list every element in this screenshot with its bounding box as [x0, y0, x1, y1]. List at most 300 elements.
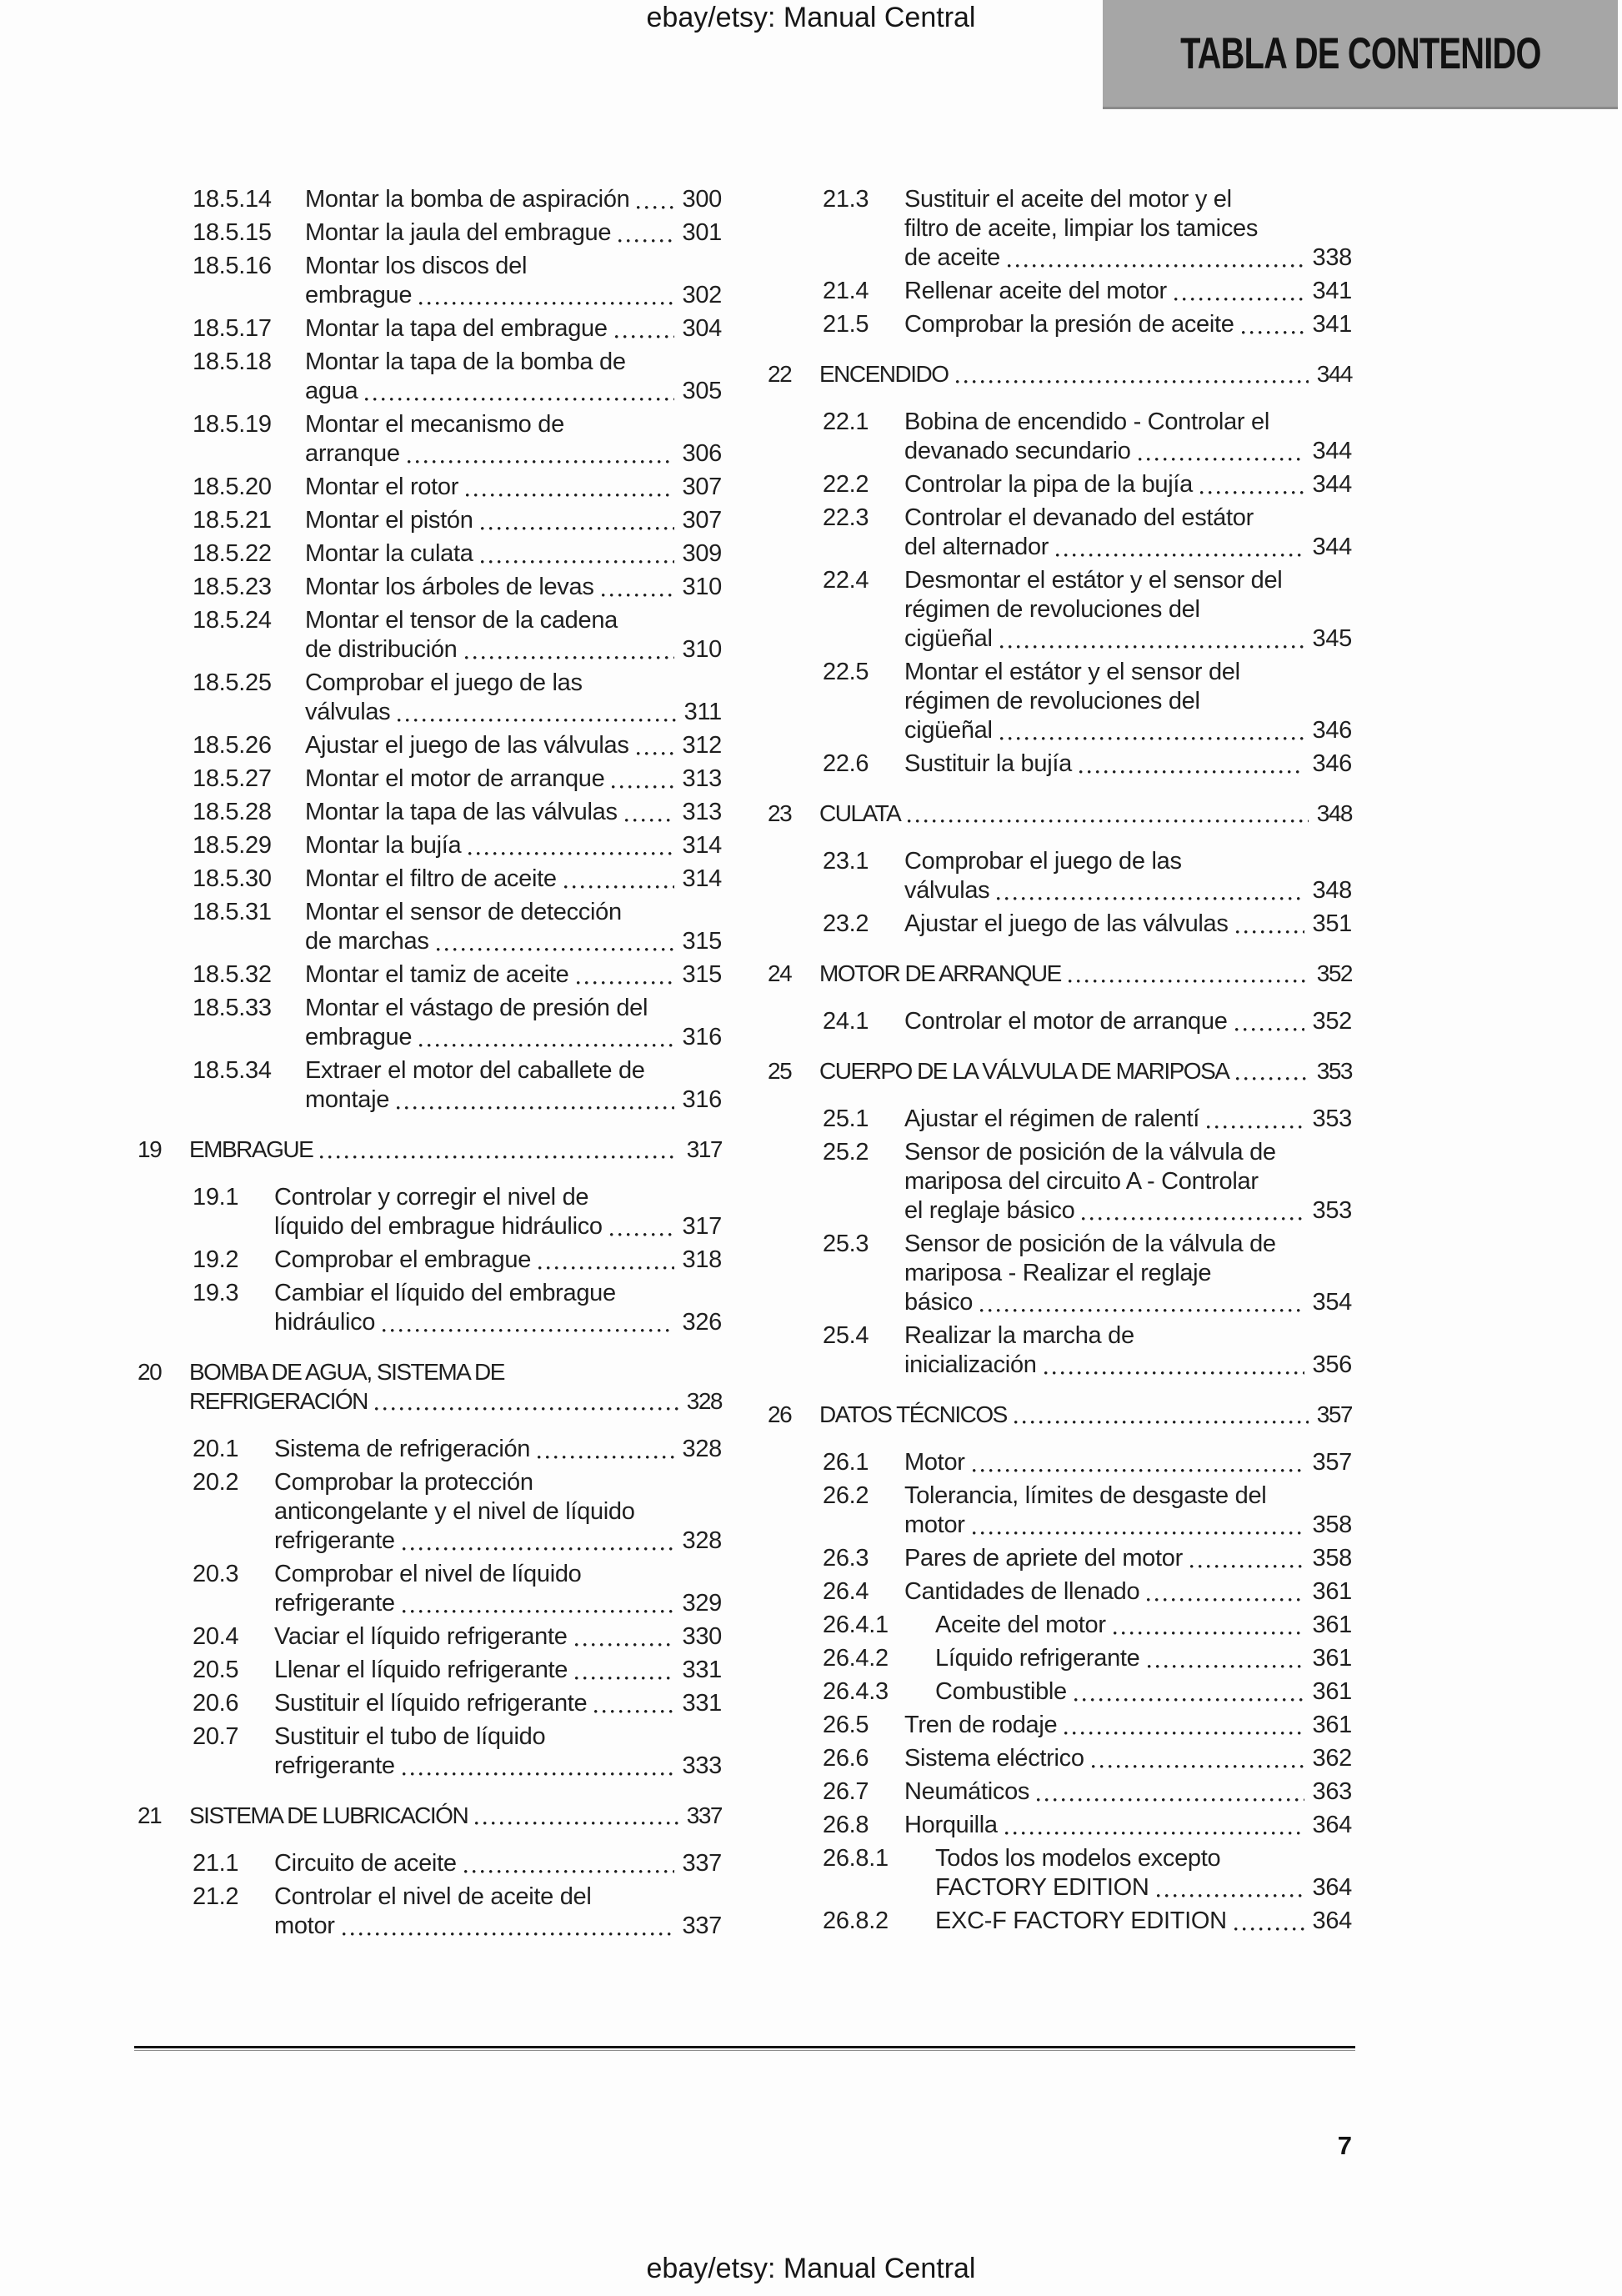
toc-page-ref: 364	[1312, 1907, 1352, 1934]
toc-entry-title: el reglaje básico	[904, 1197, 1075, 1224]
toc-line	[935, 1677, 1352, 1707]
toc-line	[904, 566, 1352, 595]
toc-entry	[768, 1711, 1352, 1740]
toc-entry-body	[904, 408, 1352, 466]
toc-entry-body	[819, 1056, 1352, 1085]
toc-line	[305, 731, 722, 760]
toc-entry-title: Comprobar el juego de las	[904, 848, 1182, 875]
toc-page-ref: 313	[682, 765, 722, 792]
toc-entry	[768, 566, 1352, 654]
toc-page-ref: 315	[682, 961, 722, 988]
toc-entry	[768, 1056, 1352, 1085]
toc-line	[305, 698, 722, 727]
toc-entry-title: Sustituir la bujía	[904, 750, 1072, 777]
toc-entry-title: Controlar la pipa de la bujía	[904, 471, 1193, 498]
dot-leader	[1139, 458, 1304, 461]
toc-entry-number: 20.1	[193, 1436, 239, 1462]
toc-entry-title: válvulas	[305, 699, 391, 725]
toc-entry-body	[305, 185, 722, 214]
toc-page-ref: 361	[1312, 1578, 1352, 1605]
toc-line	[904, 1230, 1352, 1259]
toc-line	[904, 1007, 1352, 1036]
toc-line	[819, 1056, 1352, 1085]
toc-entry-number: 18.5.21	[193, 507, 272, 534]
dot-leader	[1044, 1371, 1304, 1375]
toc-entry-number: 18.5.25	[193, 669, 272, 696]
toc-entry-title: líquido del embrague hidráulico	[274, 1213, 603, 1240]
toc-line	[904, 1351, 1352, 1380]
toc-entry-title: Tolerancia, límites de desgaste del	[904, 1482, 1267, 1509]
toc-entry-number: 24	[768, 960, 792, 986]
toc-entry-body	[904, 1007, 1352, 1036]
footer-watermark: ebay/etsy: Manual Central	[646, 2253, 976, 2284]
toc-entry-number: 26.4.1	[823, 1612, 889, 1638]
toc-entry-body	[305, 506, 722, 535]
toc-line	[189, 1357, 722, 1386]
toc-entry-body	[274, 1435, 722, 1464]
toc-entry	[768, 749, 1352, 779]
toc-entry-title: embrague	[305, 282, 413, 308]
toc-line	[305, 410, 722, 439]
toc-entry-number: 18.5.34	[193, 1057, 272, 1084]
toc-entry-number: 20	[138, 1359, 162, 1385]
toc-entry-body	[189, 1801, 722, 1830]
toc-entry-number: 26.8.1	[823, 1845, 889, 1872]
toc-line	[305, 377, 722, 406]
toc-page-ref: 331	[682, 1690, 722, 1717]
toc-entry-title: mariposa del circuito A - Controlar	[904, 1168, 1259, 1195]
toc-entry-number: 25.4	[823, 1322, 869, 1349]
toc-entry-body	[305, 539, 722, 569]
toc-entry	[768, 1138, 1352, 1226]
toc-entry-title: Montar el motor de arranque	[305, 765, 605, 792]
toc-page-ref: 337	[682, 1850, 722, 1877]
page-number: 7	[1337, 2131, 1352, 2160]
toc-entry-title: de aceite	[904, 244, 1000, 271]
toc-entry	[138, 252, 722, 310]
toc-entry-body	[819, 359, 1352, 389]
toc-entry-title: Rellenar aceite del motor	[904, 278, 1167, 304]
toc-entry-title: Extraer el motor del caballete de	[305, 1057, 645, 1084]
toc-entry-body	[904, 1230, 1352, 1317]
toc-entry-body	[819, 799, 1352, 828]
dot-leader	[1064, 1732, 1304, 1735]
toc-entry-body	[904, 1321, 1352, 1380]
toc-entry-number: 21.1	[193, 1850, 239, 1877]
toc-page-ref: 314	[682, 832, 722, 859]
toc-line	[274, 1589, 722, 1618]
dot-leader	[956, 380, 1309, 384]
toc-entry-title: Comprobar la protección	[274, 1469, 533, 1496]
toc-entry-title: arranque	[305, 440, 400, 467]
toc-line	[904, 533, 1352, 562]
toc-page-ref: 363	[1312, 1778, 1352, 1805]
toc-line	[904, 1544, 1352, 1573]
toc-entry-number: 18.5.24	[193, 607, 272, 634]
toc-entry-title: Realizar la marcha de	[904, 1322, 1134, 1349]
toc-entry-number: 26.6	[823, 1745, 869, 1772]
toc-entry-body	[904, 1711, 1352, 1740]
toc-entry	[138, 1849, 722, 1878]
toc-entry-number: 23.2	[823, 910, 869, 937]
toc-entry-number: 18.5.26	[193, 732, 272, 759]
toc-line	[904, 1288, 1352, 1317]
toc-line	[305, 669, 722, 698]
toc-line	[305, 348, 722, 377]
toc-page-ref: 356	[1312, 1351, 1352, 1378]
toc-banner-title: TABLA DE CONTENIDO	[1179, 28, 1541, 78]
toc-entry-number: 18.5.20	[193, 474, 272, 500]
toc-line	[305, 439, 722, 469]
toc-page-ref: 358	[1312, 1545, 1352, 1572]
toc-line	[305, 831, 722, 860]
toc-entry	[768, 408, 1352, 466]
toc-line	[305, 281, 722, 310]
toc-line	[904, 185, 1352, 214]
toc-entry	[768, 504, 1352, 562]
toc-page-ref: 333	[682, 1752, 722, 1779]
toc-entry-title: filtro de aceite, limpiar los tamices	[904, 215, 1259, 242]
toc-entry-body	[274, 1722, 722, 1781]
toc-entry-title: BOMBA DE AGUA, SISTEMA DE	[189, 1359, 504, 1385]
toc-entry-number: 21.2	[193, 1883, 239, 1910]
toc-entry-body	[904, 185, 1352, 273]
toc-entry-title: Pares de apriete del motor	[904, 1545, 1183, 1572]
toc-entry	[138, 960, 722, 990]
toc-entry-body	[274, 1246, 722, 1275]
toc-line	[904, 243, 1352, 273]
toc-entry-title: Comprobar la presión de aceite	[904, 311, 1234, 338]
toc-page-ref: 305	[682, 378, 722, 404]
toc-entry	[768, 1744, 1352, 1773]
toc-entry-number: 26.1	[823, 1449, 869, 1476]
toc-line	[904, 1259, 1352, 1288]
toc-entry	[768, 1105, 1352, 1134]
toc-entry-body	[904, 1544, 1352, 1573]
toc-entry-title: Controlar el motor de arranque	[904, 1008, 1228, 1035]
toc-page-ref: 337	[686, 1802, 722, 1828]
toc-entry-body	[305, 898, 722, 956]
toc-line	[189, 1386, 722, 1416]
toc-line	[274, 1526, 722, 1556]
toc-entry-title: Todos los modelos excepto	[935, 1845, 1221, 1872]
toc-line	[305, 927, 722, 956]
toc-entry-title: agua	[305, 378, 358, 404]
toc-entry-number: 20.7	[193, 1723, 239, 1750]
toc-entry	[768, 277, 1352, 306]
toc-entry	[768, 847, 1352, 905]
toc-entry-title: refrigerante	[274, 1590, 395, 1617]
toc-page-ref: 317	[682, 1213, 722, 1240]
dot-leader	[343, 1933, 674, 1936]
toc-line	[274, 1882, 722, 1912]
toc-page-ref: 318	[682, 1246, 722, 1273]
toc-line	[904, 1711, 1352, 1740]
toc-entry-title: Neumáticos	[904, 1778, 1030, 1805]
toc-entry-body	[305, 473, 722, 502]
toc-entry	[138, 731, 722, 760]
toc-entry	[768, 470, 1352, 499]
toc-line	[904, 595, 1352, 624]
toc-entry-body	[904, 566, 1352, 654]
toc-line	[904, 1167, 1352, 1196]
dot-leader	[1092, 1765, 1304, 1768]
toc-entry-title: básico	[904, 1289, 974, 1316]
toc-line	[904, 624, 1352, 654]
toc-entry-body	[935, 1907, 1352, 1936]
toc-entry	[138, 348, 722, 406]
toc-page-ref: 352	[1316, 960, 1352, 986]
dot-leader	[1234, 1928, 1304, 1931]
toc-line	[274, 1656, 722, 1685]
dot-leader	[575, 1677, 673, 1680]
toc-line	[904, 658, 1352, 687]
toc-line	[274, 1912, 722, 1941]
toc-entry	[768, 1400, 1352, 1429]
toc-entry-title: Montar el filtro de aceite	[305, 865, 557, 892]
toc-entry-title: Desmontar el estátor y el sensor del	[904, 567, 1283, 594]
toc-entry-body	[904, 1744, 1352, 1773]
dot-leader	[1157, 1894, 1304, 1897]
toc-page-ref: 304	[682, 315, 722, 342]
toc-entry-body	[274, 1849, 722, 1878]
toc-entry	[138, 1279, 722, 1337]
toc-entry-title: Controlar el nivel de aceite del	[274, 1883, 592, 1910]
toc-entry-number: 18.5.32	[193, 961, 272, 988]
toc-entry	[768, 1007, 1352, 1036]
toc-entry-title: Montar el sensor de detección	[305, 899, 622, 925]
toc-entry-number: 18.5.15	[193, 219, 272, 246]
toc-page-ref: 353	[1316, 1058, 1352, 1084]
toc-entry	[138, 1622, 722, 1652]
toc-entry-title: Montar los árboles de levas	[305, 574, 594, 600]
toc-entry-number: 26	[768, 1401, 792, 1427]
dot-leader	[1190, 1565, 1304, 1568]
toc-entry	[138, 1689, 722, 1718]
toc-entry-body	[305, 1056, 722, 1115]
toc-entry-body	[819, 1400, 1352, 1429]
toc-line	[904, 1577, 1352, 1607]
toc-page-ref: 361	[1312, 1712, 1352, 1738]
toc-entry-title: Sustituir el aceite del motor y el	[904, 186, 1232, 213]
dot-leader	[466, 494, 673, 497]
header-watermark: ebay/etsy: Manual Central	[646, 2, 976, 33]
toc-entry	[768, 1811, 1352, 1840]
toc-line	[274, 1622, 722, 1652]
toc-entry-body	[305, 865, 722, 894]
dot-leader	[1000, 737, 1304, 740]
toc-entry-title: Cambiar el líquido del embrague	[274, 1280, 616, 1306]
toc-entry-number: 19.3	[193, 1280, 239, 1306]
dot-leader	[464, 1870, 674, 1873]
toc-line	[305, 506, 722, 535]
toc-entry-number: 25	[768, 1058, 792, 1084]
toc-line	[904, 716, 1352, 745]
toc-entry	[138, 1656, 722, 1685]
toc-entry-title: motor	[274, 1912, 335, 1939]
toc-entry-title: Horquilla	[904, 1812, 998, 1838]
toc-entry-body	[904, 1811, 1352, 1840]
toc-entry-body	[935, 1611, 1352, 1640]
toc-entry-body	[305, 960, 722, 990]
toc-line	[274, 1246, 722, 1275]
toc-line	[904, 876, 1352, 905]
toc-entry	[138, 539, 722, 569]
toc-page-ref: 316	[682, 1024, 722, 1050]
toc-page-ref: 326	[682, 1309, 722, 1336]
toc-entry-number: 18.5.16	[193, 253, 272, 279]
toc-line	[904, 214, 1352, 243]
dot-leader	[481, 527, 674, 530]
toc-entry-title: devanado secundario	[904, 438, 1131, 464]
toc-line	[904, 1138, 1352, 1167]
toc-entry-number: 18.5.17	[193, 315, 272, 342]
toc-entry	[138, 473, 722, 502]
toc-entry	[138, 1135, 722, 1164]
toc-page-ref: 344	[1312, 534, 1352, 560]
toc-line	[819, 799, 1352, 828]
toc-entry-title: Aceite del motor	[935, 1612, 1106, 1638]
dot-leader	[1114, 1632, 1304, 1635]
toc-entry-title: Ajustar el régimen de ralentí	[904, 1105, 1199, 1132]
toc-line	[274, 1497, 722, 1526]
toc-page-ref: 313	[682, 799, 722, 825]
dot-leader	[973, 1469, 1304, 1472]
toc-entry-title: Montar el pistón	[305, 507, 473, 534]
toc-entry-number: 25.2	[823, 1139, 869, 1166]
toc-entry-title: Comprobar el embrague	[274, 1246, 532, 1273]
dot-leader	[475, 1822, 678, 1825]
toc-line	[305, 994, 722, 1023]
toc-page-ref: 307	[682, 507, 722, 534]
toc-entry-number: 22.1	[823, 409, 869, 435]
dot-leader	[465, 656, 674, 659]
toc-line	[305, 1056, 722, 1085]
toc-entry-number: 22.4	[823, 567, 869, 594]
toc-line	[904, 1321, 1352, 1351]
toc-line	[819, 959, 1352, 988]
toc-entry-title: Montar el mecanismo de	[305, 411, 564, 438]
toc-entry-title: Comprobar el juego de las	[305, 669, 583, 696]
toc-entry-number: 18.5.33	[193, 995, 272, 1021]
toc-line	[305, 218, 722, 248]
toc-page-ref: 346	[1312, 750, 1352, 777]
dot-leader	[612, 785, 673, 789]
toc-entry	[138, 573, 722, 602]
toc-entry-title: Montar el vástago de presión del	[305, 995, 648, 1021]
toc-line	[904, 1481, 1352, 1511]
toc-entry-title: régimen de revoluciones del	[904, 596, 1200, 623]
toc-page-ref: 344	[1312, 471, 1352, 498]
toc-page-ref: 344	[1316, 361, 1352, 387]
dot-leader	[403, 1547, 674, 1551]
toc-entry-title: Montar los discos del	[305, 253, 528, 279]
dot-leader	[538, 1456, 673, 1459]
toc-entry-title: REFRIGERACIÓN	[189, 1388, 368, 1414]
toc-page-ref: 309	[682, 540, 722, 567]
toc-entry-body	[819, 959, 1352, 988]
toc-entry-number: 21.5	[823, 311, 869, 338]
toc-page-ref: 348	[1316, 800, 1352, 826]
toc-entry	[768, 910, 1352, 939]
toc-entry-title: Llenar el líquido refrigerante	[274, 1657, 568, 1683]
toc-line	[305, 898, 722, 927]
dot-leader	[481, 560, 674, 564]
toc-entry-number: 18.5.29	[193, 832, 272, 859]
toc-entry	[768, 1448, 1352, 1477]
toc-line	[904, 437, 1352, 466]
toc-line	[305, 960, 722, 990]
toc-entry-body	[904, 1577, 1352, 1607]
dot-leader	[602, 594, 674, 597]
toc-page-ref: 354	[1312, 1289, 1352, 1316]
toc-entry	[768, 1777, 1352, 1807]
toc-page-ref: 317	[686, 1136, 722, 1162]
toc-entry-title: DATOS TÉCNICOS	[819, 1401, 1007, 1427]
toc-entry-body	[274, 1183, 722, 1241]
toc-entry	[138, 994, 722, 1052]
toc-entry-body	[305, 573, 722, 602]
toc-entry	[138, 314, 722, 343]
toc-entry	[138, 831, 722, 860]
toc-entry	[138, 764, 722, 794]
toc-entry-number: 19.1	[193, 1184, 239, 1211]
toc-entry-title: cigüeñal	[904, 717, 993, 744]
toc-entry-title: ENCENDIDO	[819, 361, 949, 387]
toc-line	[305, 539, 722, 569]
toc-entry-title: Ajustar el juego de las válvulas	[305, 732, 629, 759]
toc-page-ref: 314	[682, 865, 722, 892]
toc-entry-body	[274, 1882, 722, 1941]
toc-entry-number: 26.2	[823, 1482, 869, 1509]
dot-leader	[320, 1156, 678, 1159]
toc-entry-number: 26.7	[823, 1778, 869, 1805]
dot-leader	[1056, 554, 1304, 557]
toc-entry-number: 23	[768, 800, 792, 826]
dot-leader	[973, 1532, 1304, 1535]
toc-entry-body	[274, 1560, 722, 1618]
toc-line	[904, 470, 1352, 499]
toc-entry-body	[904, 658, 1352, 745]
toc-entry-title: EMBRAGUE	[189, 1136, 313, 1162]
dot-leader	[1148, 1665, 1304, 1668]
toc-entry-title: SISTEMA DE LUBRICACIÓN	[189, 1802, 468, 1828]
toc-entry-title: Montar el estátor y el sensor del	[904, 659, 1240, 685]
toc-entry-number: 26.4.2	[823, 1645, 889, 1672]
dot-leader	[1236, 1077, 1308, 1080]
toc-page-ref: 344	[1312, 438, 1352, 464]
toc-entry	[768, 1230, 1352, 1317]
toc-entry-title: Vaciar el líquido refrigerante	[274, 1623, 568, 1650]
dot-leader	[577, 981, 674, 985]
dot-leader	[437, 948, 674, 951]
toc-entry	[768, 1577, 1352, 1607]
toc-line	[305, 473, 722, 502]
toc-column-right	[768, 185, 1352, 1940]
toc-entry-title: válvulas	[904, 877, 990, 904]
dot-leader	[594, 1710, 673, 1713]
dot-leader	[1079, 770, 1304, 774]
toc-line	[904, 847, 1352, 876]
toc-entry	[138, 1056, 722, 1115]
toc-entry-title: Sustituir el tubo de líquido	[274, 1723, 546, 1750]
dot-leader	[908, 820, 1308, 823]
toc-entry-title: Montar la culata	[305, 540, 473, 567]
toc-line	[274, 1849, 722, 1878]
toc-entry-body	[274, 1656, 722, 1685]
toc-entry	[138, 1801, 722, 1830]
toc-line	[274, 1722, 722, 1752]
